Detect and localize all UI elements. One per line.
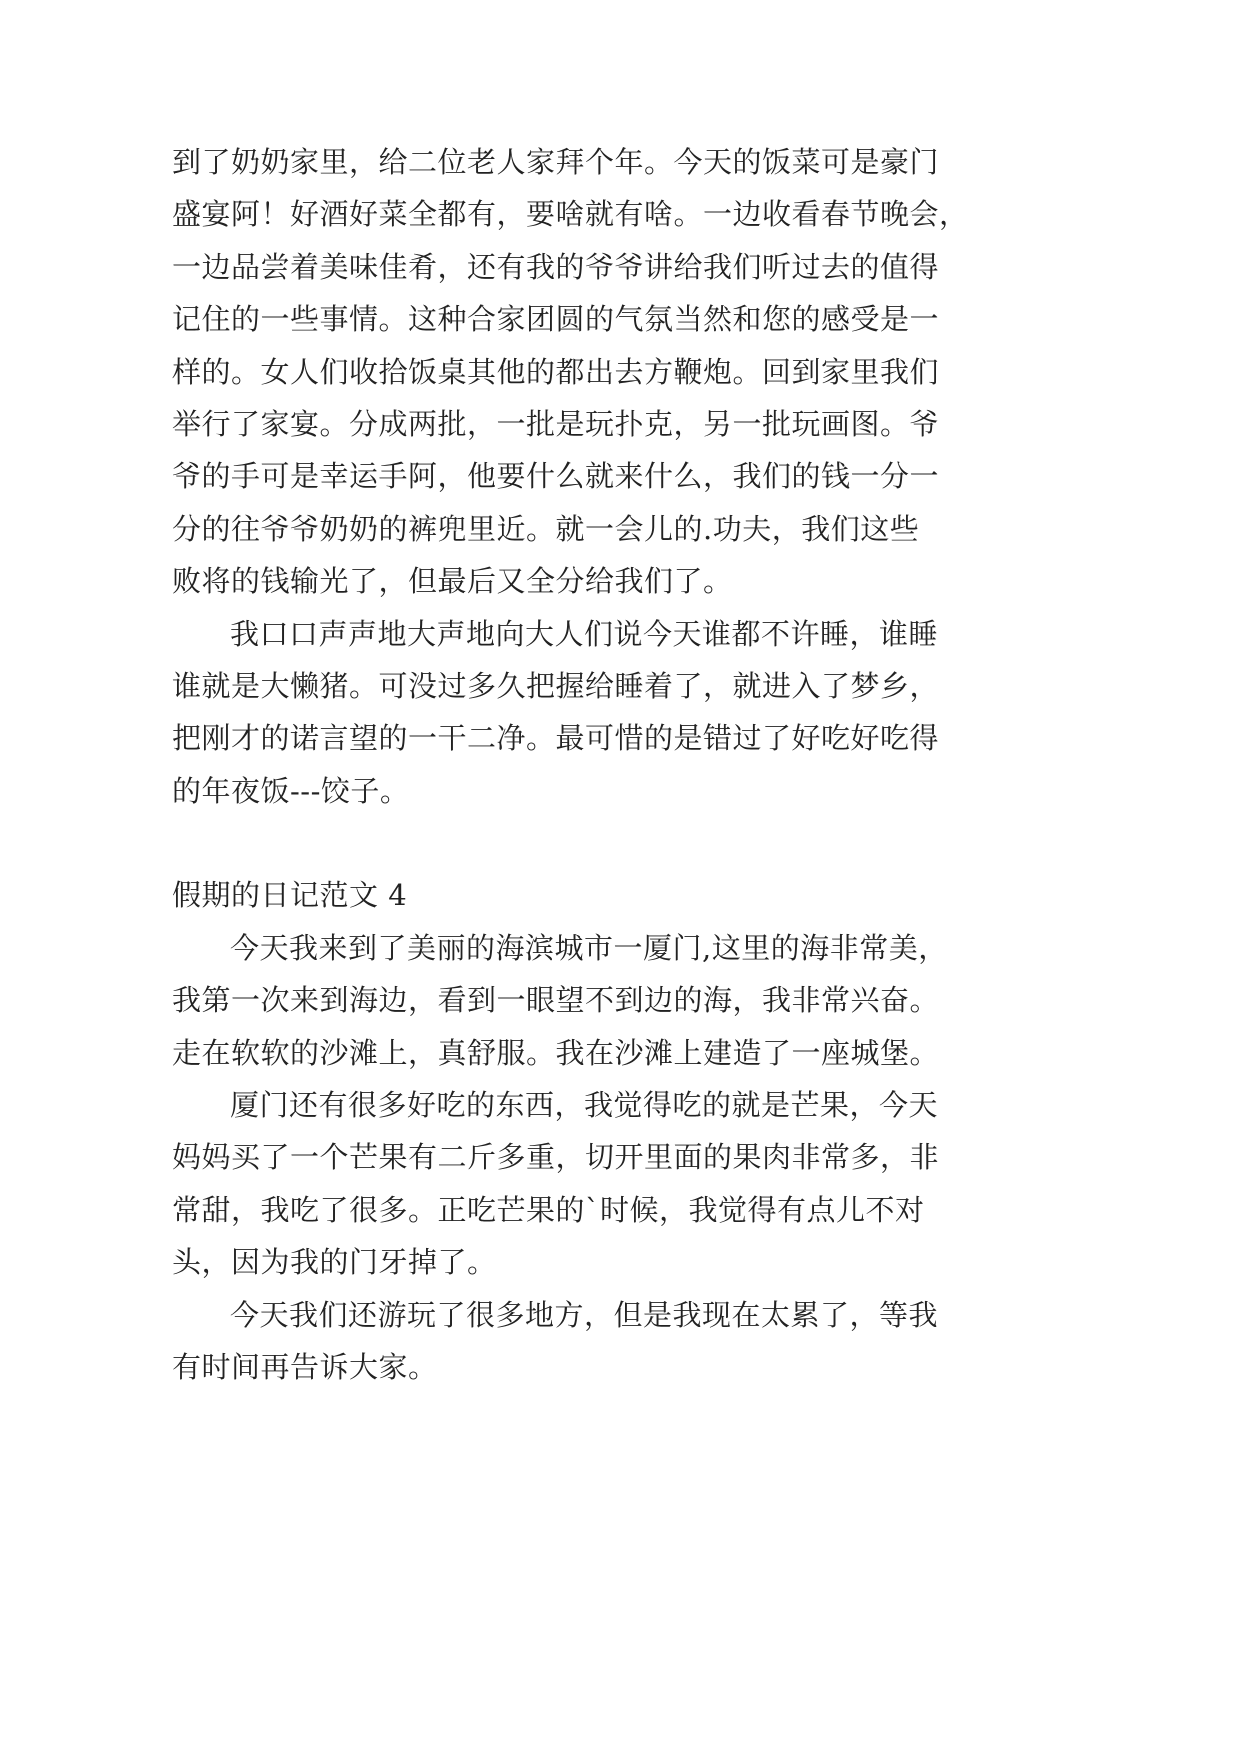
paragraph-line: 今天我们还游玩了很多地方，但是我现在太累了，等我 bbox=[230, 1297, 939, 1332]
paragraph-line: 头，因为我的门牙掉了。 bbox=[172, 1245, 497, 1280]
paragraph-line: 败将的钱输光了，但最后又全分给我们了。 bbox=[172, 564, 733, 599]
paragraph bbox=[172, 608, 1072, 818]
paragraph bbox=[172, 922, 1072, 1079]
paragraph-line: 记住的一些事情。这种合家团圆的气氛当然和您的感受是一 bbox=[172, 302, 940, 337]
paragraph-line: 我第一次来到海边，看到一眼望不到边的海，我非常兴奋。 bbox=[172, 983, 940, 1018]
paragraph-line: 有时间再告诉大家。 bbox=[172, 1349, 438, 1384]
paragraph bbox=[172, 1289, 1072, 1394]
paragraph-line: 样的。女人们收拾饭桌其他的都出去方鞭炮。回到家里我们 bbox=[172, 354, 940, 389]
paragraph-line: 爷的手可是幸运手阿，他要什么就来什么，我们的钱一分一 bbox=[172, 459, 940, 494]
paragraph-line: 厦门还有很多好吃的东西，我觉得吃的就是芒果，今天 bbox=[230, 1088, 939, 1123]
paragraph-line: 把刚才的诺言望的一干二净。最可惜的是错过了好吃好吃得 bbox=[172, 721, 940, 756]
paragraph-line: 谁就是大懒猪。可没过多久把握给睡着了，就进入了梦乡， bbox=[172, 668, 940, 703]
document-body bbox=[172, 136, 1072, 1393]
paragraph-line: 一边品尝着美味佳肴，还有我的爷爷讲给我们听过去的值得 bbox=[172, 249, 940, 284]
paragraph-line: 我口口声声地大声地向大人们说今天谁都不许睡，谁睡 bbox=[230, 616, 939, 651]
paragraph-line: 走在软软的沙滩上，真舒服。我在沙滩上建造了一座城堡。 bbox=[172, 1035, 940, 1070]
paragraph-line: 盛宴阿！好酒好菜全都有，要啥就有啥。一边收看春节晚会， bbox=[172, 197, 969, 232]
paragraph-line: 到了奶奶家里，给二位老人家拜个年。今天的饭菜可是豪门 bbox=[172, 145, 940, 179]
paragraph-line: 举行了家宴。分成两批，一批是玩扑克，另一批玩画图。爷 bbox=[172, 406, 940, 441]
paragraph-line: 妈妈买了一个芒果有二斤多重，切开里面的果肉非常多，非 bbox=[172, 1140, 940, 1175]
paragraph-line: 今天我来到了美丽的海滨城市一厦门,这里的海非常美， bbox=[230, 930, 948, 965]
section-heading: 假期的日记范文 4 bbox=[172, 878, 408, 913]
paragraph bbox=[172, 136, 1072, 608]
paragraph-line: 常甜，我吃了很多。正吃芒果的`时候，我觉得有点儿不对 bbox=[172, 1192, 925, 1227]
paragraph-line: 分的往爷爷奶奶的裤兜里近。就一会儿的.功夫，我们这些 bbox=[172, 511, 920, 546]
paragraph bbox=[172, 1079, 1072, 1289]
paragraph-line: 的年夜饭---饺子。 bbox=[172, 773, 410, 808]
